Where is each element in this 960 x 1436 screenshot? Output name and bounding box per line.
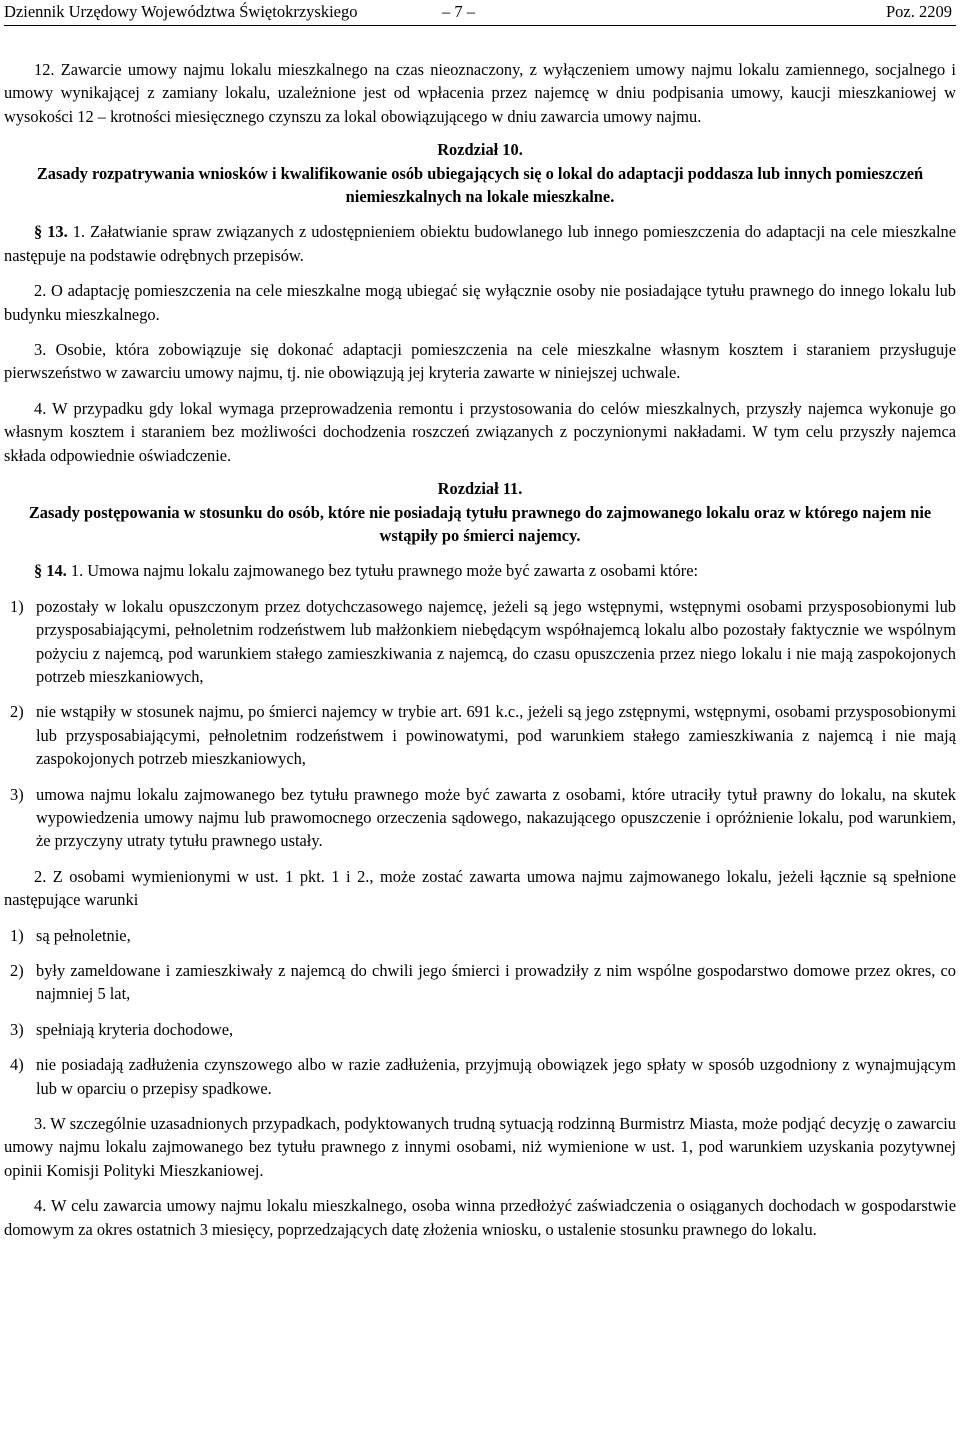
paragraph-14-3: 3. W szczególnie uzasadnionych przypadkach, podyktowanych trudną sytuacją rodzinną Burmistrz Miasta, może podjąć decyzję o zawarciu umowy najmu lokalu zajmowanego bez tytułu prawnego z innymi osobami, niż wymienione w ust. 1, pod warunkiem uzyskania pozytywnej opinii Komisji Polityki Mieszkaniowej. [4,1114,956,1180]
list-item [4,1053,956,1100]
list-item-text: umowa najmu lokalu zajmowanego bez tytułu prawnego może być zawarta z osobami, które utraciły tytuł prawny do lokalu, na skutek wypowiedzenia umowy najmu lub prawomocnego orzeczenia sądowego, nakazującego opuszczenie i opróżnienie lokalu, pod warunkiem, że przyczyny utraty tytułu prawnego ustały. [36,784,956,851]
list-item-number: 2) [10,702,24,722]
paragraph-14-1-text: 1. Umowa najmu lokalu zajmowanego bez tytułu prawnego może być zawarta z osobami które: [70,561,699,581]
list-item [4,924,956,947]
paragraph-14-1 [4,559,956,582]
paragraph-13-1-text: 1. Załatwianie spraw związanych z udostępnieniem obiektu budowlanego lub innego pomieszczenia do adaptacji na cele mieszkalne następuje na podstawie odrębnych przepisów. [4,222,956,265]
chapter-11-heading: Rozdział 11. [437,479,523,499]
chapter-10-heading: Rozdział 10. [437,140,523,160]
list-item-text: spełniają kryteria dochodowe, [36,1019,234,1039]
paragraph-13-1 [4,220,956,267]
header-rule [4,25,956,26]
list-item-text: pozostały w lokalu opuszczonym przez dotychczasowego najemcę, jeżeli są jego wstępnymi, wstępnymi osobami przysposobionymi lub przysposabiającymi, pełnoletnim rodzeństwem lub małżonkiem niebędącym współnajemcą lokalu albo pozostały faktycznie we wspólnym pożyciu z najemcą, pod warunkiem stałego zamieszkiwania z najemcą, do czasu opuszczenia przez niego lokalu i nie mają zaspokojonych potrzeb mieszkaniowych, [36,596,956,686]
paragraph-14-4: 4. W celu zawarcia umowy najmu lokalu mieszkalnego, osoba winna przedłożyć zaświadczenia o osiąganych dochodach w gospodarstwie domowym za okres ostatnich 3 miesięcy, poprzedzających datę złożenia wniosku, o ustalenie stosunku prawnego do lokalu. [4,1196,956,1239]
paragraph-14-label: § 14. [34,561,67,581]
chapter-10-title: Zasady rozpatrywania wniosków i kwalifikowanie osób ubiegających się o lokal do adaptacji poddasza lub innych pomieszczeń niemieszkalnych na lokale mieszkalne. [36,163,924,207]
paragraph-13-4: 4. W przypadku gdy lokal wymaga przeprowadzenia remontu i przystosowania do celów mieszkalnych, przyszły najemca wykonuje go własnym kosztem i staraniem bez możliwości dochodzenia roszczeń związanych z poczynionymi nakładami. W tym celu przyszły najemca składa odpowiednie oświadczenie. [4,398,956,465]
page-header [4,2,956,24]
list-item-number: 4) [10,1055,24,1075]
list-item-text: nie posiadają zadłużenia czynszowego albo w razie zadłużenia, przyjmują obowiązek jego spłaty w sposób uzgodniony z wynajmującym lub w oparciu o przepisy spadkowe. [36,1055,956,1098]
list-item-text: nie wstąpiły w stosunek najmu, po śmierci najemcy w trybie art. 691 k.c., jeżeli są jego zstępnymi, wstępnymi, osobami przysposobionymi lub przysposabiającymi, pełnoletnim rodzeństwem i powinowatymi, pod warunkiem stałego zamieszkiwania z najemcą i nie mają zaspokojonych potrzeb mieszkaniowych, [36,702,956,769]
chapter-11-title: Zasady postępowania w stosunku do osób, które nie posiadają tytułu prawnego do zajmowanego lokalu oraz w którego najem nie wstąpiły po śmierci najemcy. [28,502,932,545]
position-number: Poz. 2209 [886,2,952,21]
paragraph-14-2: 2. Z osobami wymienionymi w ust. 1 pkt. 1 i 2., może zostać zawarta umowa najmu zajmowanego lokalu, jeżeli łącznie są spełnione następujące warunki [4,866,956,910]
list-item [4,959,956,1006]
section-12-paragraph: 12. Zawarcie umowy najmu lokalu mieszkalnego na czas nieoznaczony, z wyłączeniem umowy najmu lokalu zamiennego, socjalnego i umowy wynikającej z zamiany lokalu, uzależnione jest od wpłacenia przez najemcę w dniu podpisania umowy, kaucji mieszkaniowej w wysokości 12 – krotności miesięcznego czynszu za lokal obowiązującego w dniu zawarcia umowy najmu. [4,60,956,126]
list-item [4,783,956,853]
list-item [4,595,956,689]
journal-title: Dziennik Urzędowy Województwa Świętokrzyskiego [4,2,358,21]
list-item-text: były zameldowane i zamieszkiwały z najemcą do chwili jego śmierci i prowadziły z nim wspólne gospodarstwo domowe przez okres, co najmniej 5 lat, [36,961,956,1004]
list-item-number: 3) [10,784,24,804]
paragraph-13-3: 3. Osobie, która zobowiązuje się dokonać adaptacji pomieszczenia na cele mieszkalne własnym kosztem i staraniem przysługuje pierwszeństwo w zawarciu umowy najmu, tj. nie obowiązują jej kryteria zawarte w niniejszej uchwale. [4,340,956,383]
list-item-number: 1) [10,925,24,945]
paragraph-13-label: § 13. [34,222,68,242]
document-body [4,58,956,1241]
list-item [4,700,956,770]
list-item-number: 3) [10,1019,24,1039]
paragraph-13-2: 2. O adaptację pomieszczenia na cele mieszkalne mogą ubiegać się wyłącznie osoby nie posiadające tytułu prawnego do innego lokalu lub budynku mieszkalnego. [4,281,956,324]
list-item-number: 1) [10,596,24,616]
list-item-number: 2) [10,961,24,980]
page-number: – 7 – [442,2,475,21]
list-item [4,1018,956,1041]
list-item-text: są pełnoletnie, [36,925,131,945]
